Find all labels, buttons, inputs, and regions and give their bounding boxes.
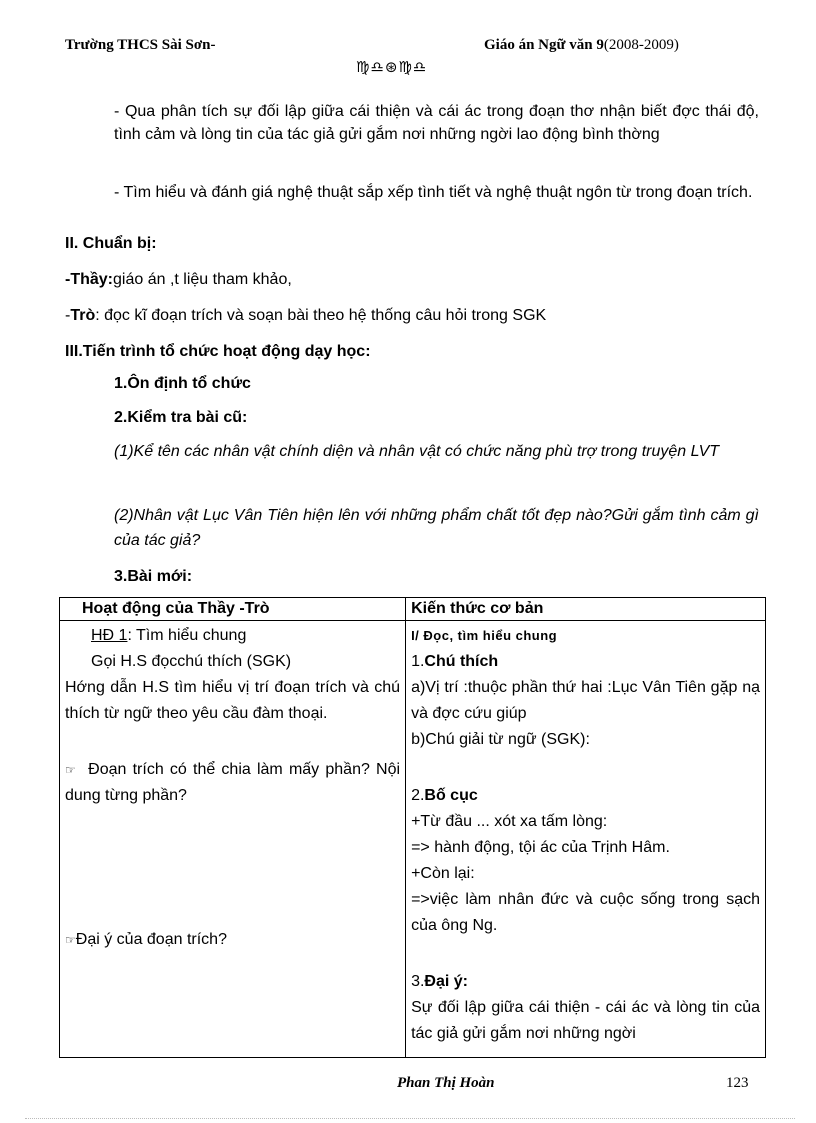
footer-author: Phan Thị Hoàn (397, 1075, 495, 1091)
heading-structure-text: Bố cục (424, 787, 478, 804)
table-row (60, 621, 766, 1058)
question-main-idea-text: Đại ý của đoạn trích? (75, 931, 227, 948)
lesson-table (59, 597, 766, 1058)
step-3: 3.Bài mới: (114, 568, 193, 585)
pointing-hand-icon: ☞ (65, 763, 76, 777)
heading-structure-num: 2. (411, 787, 425, 804)
knowledge-cell (406, 621, 766, 1058)
heading-notes-num: 1. (411, 653, 425, 670)
plan-year: (2008-2009) (603, 37, 679, 53)
objective-item-2: - Tìm hiểu và đánh giá nghệ thuật sắp xếp tình tiết và nghệ thuật ngôn từ trong đoạn trích. (114, 184, 753, 201)
teacher-label: -Thầy: (65, 271, 113, 288)
section-3-title: III.Tiến trình tổ chức hoạt động dạy học: (65, 343, 371, 360)
student-prefix: - (65, 307, 71, 324)
student-prep (65, 304, 546, 327)
note-position: a)Vị trí :thuộc phần thứ hai :Lục Vân Tiên gặp nạ và đợc cứu giúp (411, 679, 760, 722)
page-bottom-border (25, 1118, 795, 1119)
structure-part-1-content: => hành động, tội ác của Trịnh Hâm. (411, 839, 670, 856)
activity-hd1 (65, 623, 400, 649)
review-question-1: (1)Kể tên các nhân vật chính diện và nhân vật có chức năng phù trợ trong truyện LVT (114, 443, 720, 460)
section-reading: I/ Đọc, tìm hiểu chung (411, 628, 558, 643)
header-activities: Hoạt động của Thầy -Trò (60, 598, 406, 621)
activities-cell (60, 621, 406, 1058)
section-2-title: II. Chuẩn bị: (65, 235, 157, 252)
heading-structure (411, 783, 760, 809)
page-number: 123 (726, 1075, 749, 1091)
heading-main-idea-text: Đại ý: (424, 973, 468, 990)
step-2: 2.Kiểm tra bài cũ: (114, 409, 248, 426)
heading-notes-text: Chú thích (424, 653, 499, 670)
activity-guide: Hớng dẫn H.S tìm hiểu vị trí đoạn trích và chú thích từ ngữ theo yêu cầu đàm thoại. (65, 679, 401, 722)
school-name: Trường THCS Sài Sơn- (65, 37, 216, 53)
question-structure (65, 757, 400, 809)
header-knowledge: Kiến thức cơ bản (406, 598, 766, 621)
structure-part-2-content: =>việc làm nhân đức và cuộc sống trong sạch của ông Ng. (411, 891, 760, 934)
plan-title (484, 37, 679, 54)
question-structure-text: Đoạn trích có thể chia làm mấy phần? Nội dung từng phần? (65, 761, 401, 804)
note-glossary: b)Chú giải từ ngữ (SGK): (411, 731, 590, 748)
plan-title-main: Giáo án Ngữ văn 9 (484, 37, 604, 53)
heading-notes (411, 649, 760, 675)
table-header-row (60, 598, 766, 621)
hd1-text: : Tìm hiểu chung (127, 627, 247, 644)
review-question-2: (2)Nhân vật Lục Vân Tiên hiện lên với những phẩm chất tốt đẹp nào?Gửi gắm tình cảm gì của tác giả? (114, 507, 759, 549)
teacher-text: giáo án ,t liệu tham khảo, (113, 271, 292, 288)
pointing-hand-icon: ☞ (65, 933, 76, 947)
hd1-label: HĐ 1 (91, 627, 128, 644)
student-text: : đọc kĩ đoạn trích và soạn bài theo hệ thống câu hỏi trong SGK (95, 307, 547, 324)
structure-part-1: +Từ đầu ... xót xa tấm lòng: (411, 813, 608, 830)
heading-main-idea (411, 969, 760, 995)
activity-read-notes: Gọi H.S đọcchú thích (SGK) (91, 653, 292, 670)
step-1: 1.Ôn định tổ chức (114, 375, 251, 392)
teacher-prep (65, 268, 292, 291)
heading-main-idea-num: 3. (411, 973, 425, 990)
ornament-divider: ♍♎⊛♍♎ (356, 58, 428, 76)
question-main-idea (65, 927, 400, 953)
student-label: Trò (70, 307, 96, 324)
main-idea-content: Sự đối lập giữa cái thiện - cái ác và lòng tin của tác giả gửi gắm nơi những ngời (411, 999, 760, 1042)
structure-part-2: +Còn lại: (411, 865, 475, 882)
objective-item-1: - Qua phân tích sự đối lập giữa cái thiện và cái ác trong đoạn thơ nhận biết đợc thái độ, tình cảm và lòng tin của tác giả gửi gắm nơi những ngời lao động bình thờng (114, 103, 759, 143)
